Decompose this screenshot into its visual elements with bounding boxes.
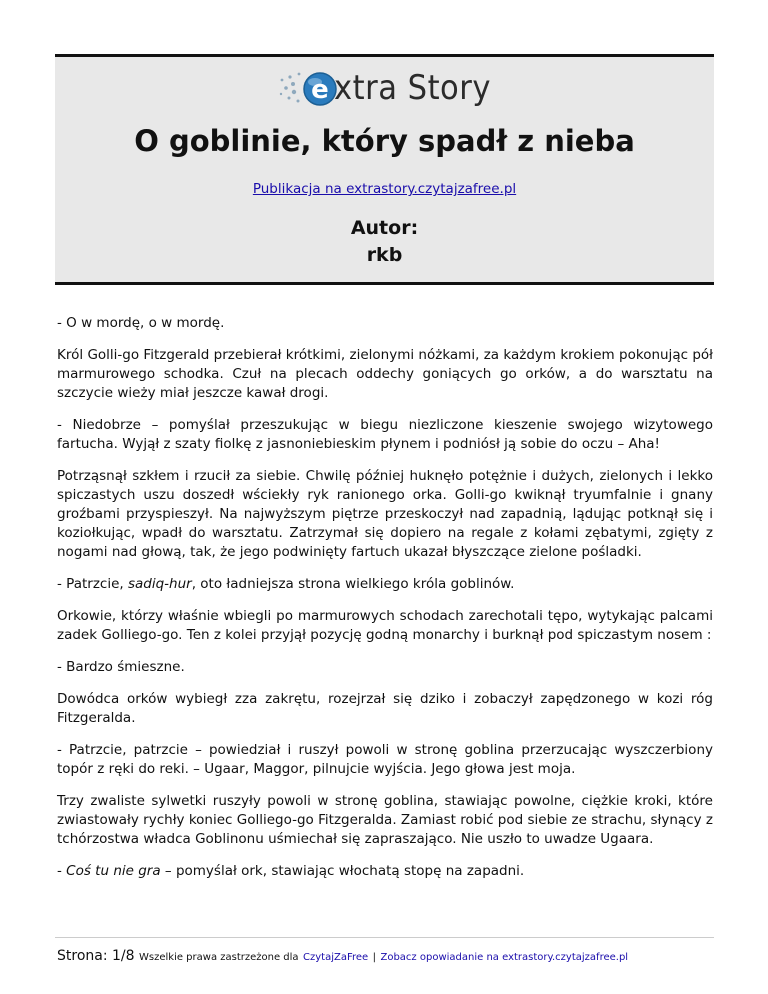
publication-link[interactable]: Publikacja na extrastory.czytajzafree.pl — [252, 181, 517, 197]
paragraph-text: – pomyślał ork, stawiając włochatą stopę na zapadni. — [160, 863, 525, 879]
story-title: O goblinie, który spadł z nieba — [134, 124, 635, 158]
paragraph: Trzy zwaliste sylwetki ruszyły powoli w stronę goblina, stawiając powolne, ciężkie kroki, które zwiastowały rychły koniec Golliego-go Fitzgeralda. Zamiast robić pod siebie ze strachu, słynący z tchórzostwa władca Goblinonu uśmiechał się zapraszająco. Nie uszło to uwadze Ugaara. — [57, 793, 713, 847]
footer-divider — [55, 937, 714, 938]
paragraph: - Bardzo śmieszne. — [57, 659, 185, 675]
paragraph: Dowódca orków wybiegł zza zakrętu, rozejrzał się dziko i zobaczył zapędzonego w kozi róg Fitzgeralda. — [57, 691, 713, 726]
paragraph-text: - — [57, 863, 67, 879]
footer-separator: | — [372, 952, 377, 963]
paragraph: - Patrzcie, patrzcie – powiedział i ruszył powoli w stronę goblina przerzucając wyszczerbiony topór z ręki do reki. – Ugaar, Maggor, pilnujcie wyjścia. Jego głowa jest moja. — [57, 742, 713, 777]
author-label: Autor: — [350, 217, 419, 239]
paragraph: Potrząsnął szkłem i rzucił za siebie. Chwilę później huknęło potężnie i dużych, zielonych i lekko spiczastych uszu doszedł wściekły ryk ranionego orka. Golli-go kwiknął tryumfalnie i gnany groźbami przyspieszył. Na najwyższym piętrze przeskoczył nad zapadnią, lądując potknął się i koziołkując, wpadł do warsztatu. Zatrzymał się dopiero na regale z kołami zębatymi, zgięty z nogami nad głową, tak, że jego podwinięty fartuch ukazał błyszczące zielone pośladki. — [57, 468, 713, 560]
paragraph: - Niedobrze – pomyślał przeszukując w biegu niezliczone kieszenie swojego wizytowego fartucha. Wyjął z szaty fiolkę z jasnoniebieskim płynem i podniósł ją sobie do oczu – Aha! — [57, 417, 713, 452]
italic-phrase: Coś tu nie gra — [66, 863, 161, 879]
footer — [57, 946, 628, 968]
paragraph-text: - Patrzcie, — [57, 576, 128, 592]
paragraph — [57, 575, 713, 594]
rights-text: Wszelkie prawa zastrzeżone dla — [139, 952, 299, 963]
paragraph-text: , oto ładniejsza strona wielkiego króla goblinów. — [191, 576, 515, 592]
logo-text: xtra Story — [334, 68, 491, 108]
logo-letter: e — [311, 75, 329, 105]
paragraph: Orkowie, którzy właśnie wbiegli po marmurowych schodach zarechotali tępo, wytykając palcami zadek Golliego-go. Ten z kolei przyjął pozycję godną monarchy i burknął pod spiczastym nosem : — [57, 608, 713, 643]
story-link[interactable]: Zobacz opowiadanie na extrastory.czytajzafree.pl — [380, 952, 629, 963]
paragraph: - O w mordę, o w mordę. — [57, 315, 225, 331]
extrastory-logo-icon — [278, 68, 340, 108]
italic-phrase: sadiq-hur — [127, 576, 192, 592]
publication-line — [55, 180, 714, 198]
paragraph: Król Golli-go Fitzgerald przebierał krótkimi, zielonymi nóżkami, za każdym krokiem pokonując pół marmurowego schodka. Czuł na plecach oddechy goniących go orków, a do warsztatu na szczycie wieży miał jeszcze kawał drogi. — [57, 347, 713, 401]
story-body — [57, 314, 713, 894]
author-name: rkb — [366, 244, 403, 266]
header-box — [55, 54, 714, 285]
logo — [55, 67, 714, 109]
site-link[interactable]: CzytajZaFree — [303, 952, 369, 963]
page-number: Strona: 1/8 — [57, 948, 135, 964]
paragraph — [57, 862, 713, 881]
